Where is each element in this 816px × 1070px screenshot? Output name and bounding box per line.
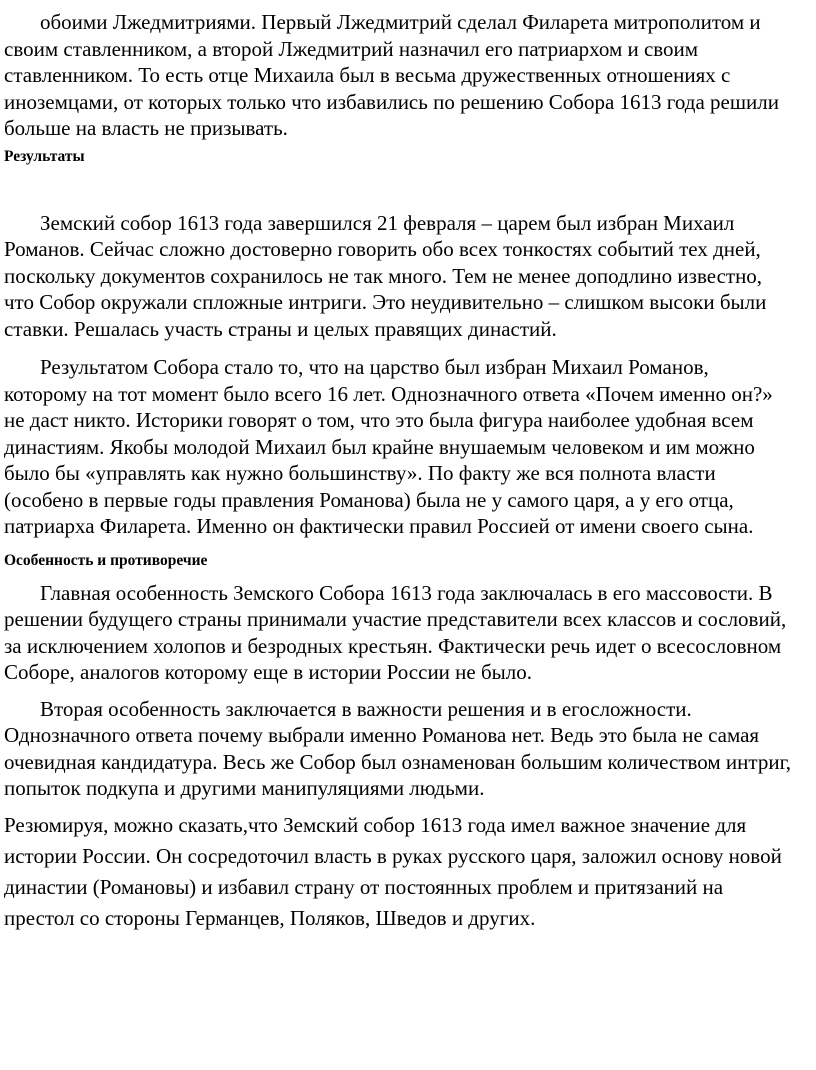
- heading-results: Результаты: [4, 147, 85, 165]
- heading-features: Особенность и противоречие: [4, 551, 208, 569]
- paragraph-results-2: Результатом Собора стало то, что на царство был избран Михаил Романов, которому на тот момент было всего 16 лет. Однозначного ответа «Почем именно он?» не даст никто. Историки говорят о том, что это была фигура наиболее удобная всем династиям. Якобы молодой Михаил был крайне внушаемым человеком и им можно было бы «управлять как нужно большинству». По факту же вся полнота власти (особено в первые годы правления Романова) была не у самого царя, а у его отца, патриарха Филарета. Именно он фактически правил Россией от имени своего сына.: [4, 355, 773, 538]
- paragraph-features-2: Вторая особенность заключается в важности решения и в егосложности. Однозначного ответа почему выбрали именно Романова нет. Ведь это была не самая очевидная кандидатура. Весь же Собор был ознаменован большим количеством интриг, попыток подкупа и другими манипуляциями людьми.: [4, 696, 792, 800]
- paragraph-results-1: Земский собор 1613 года завершился 21 февраля – царем был избран Михаил Романов. Сейчас сложно достоверно говорить обо всех тонкостях событий тех дней, поскольку документов сохранилось не так много. Тем не менее доподлино известно, что Собор окружали спложные интриги. Это неудивительно – слишком высоки были ставки. Решалась участь страны и целых правящих династий.: [4, 210, 767, 341]
- paragraph-features-1: Главная особенность Земского Собора 1613 года заключалась в его массовости. В решении будущего страны принимали участие представители всех классов и сословий, за исключением холопов и безродных крестьян. Фактически речь идет о всесословном Соборе, аналогов которому еще в истории России не было.: [4, 580, 787, 684]
- paragraph-summary: Резюмируя, можно сказать,что Земский собор 1613 года имел важное значение для истории России. Он сосредоточил власть в руках русского царя, заложил основу новой династии (Романовы) и избавил страну от постоянных проблем и притязаний на престол со стороны Германцев, Поляков, Шведов и других.: [4, 812, 782, 930]
- paragraph-intro: обоими Лжедмитриями. Первый Лжедмитрий сделал Филарета митрополитом и своим ставленником, а второй Лжедмитрий назначил его патриархом и своим ставленником. То есть отце Михаила был в весьма дружественных отношениях с иноземцами, от которых только что избавились по решению Собора 1613 года решили больше на власть не призывать.: [4, 10, 779, 140]
